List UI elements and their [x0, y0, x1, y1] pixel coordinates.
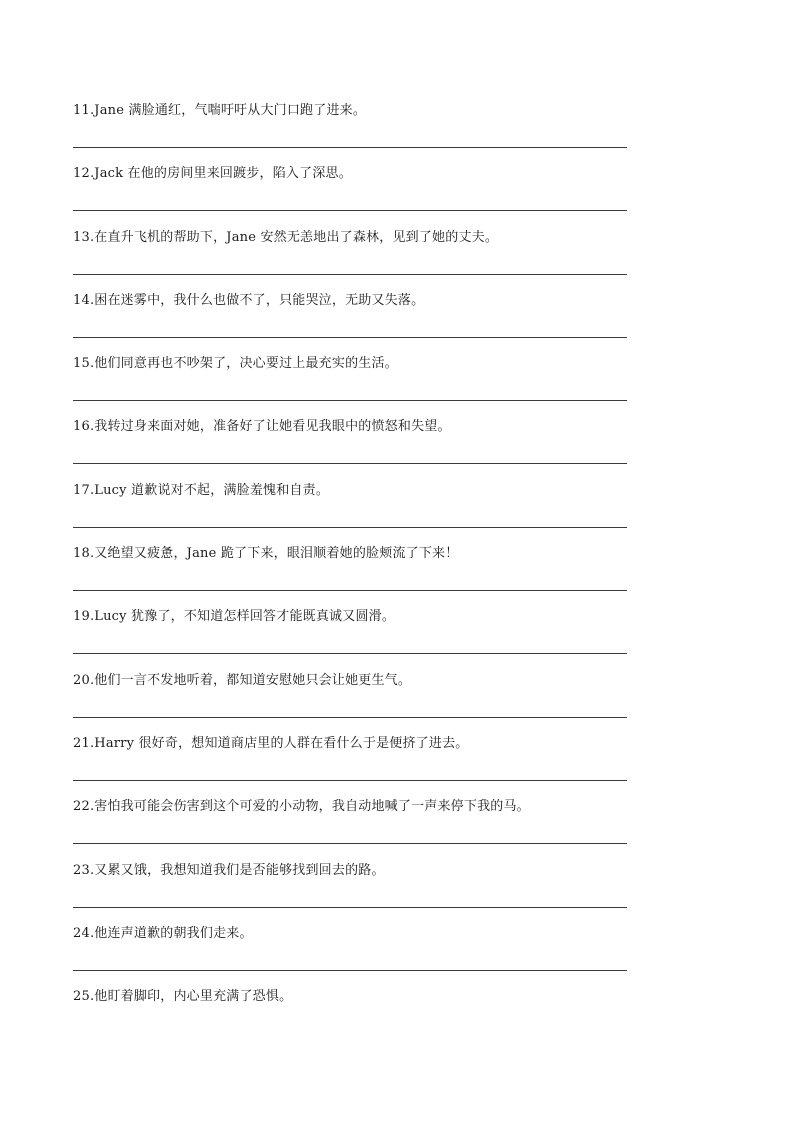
question-sentence: Lucy 道歉说对不起，满脸羞愧和自责。 [94, 482, 330, 498]
question-number: 19. [73, 609, 95, 625]
question-sentence: Lucy 犹豫了，不知道怎样回答才能既真诚又圆滑。 [94, 609, 396, 625]
question-item [73, 607, 627, 670]
question-text [73, 924, 253, 944]
question-sentence: 害怕我可能会伤害到这个可爱的小动物，我自动地喊了一声来停下我的马。 [94, 799, 530, 815]
answer-line[interactable] [73, 780, 627, 781]
question-sentence: 又绝望又疲惫，Jane 跪了下来，眼泪顺着她的脸颊流了下来！ [94, 546, 459, 562]
question-number: 14. [73, 292, 95, 308]
question-sentence: 他们同意再也不吵架了，决心要过上最充实的生活。 [94, 356, 398, 372]
answer-line[interactable] [73, 147, 627, 148]
question-sentence: 又累又饿，我想知道我们是否能够找到回去的路。 [94, 862, 385, 878]
question-text [73, 164, 352, 184]
answer-line[interactable] [73, 210, 627, 211]
answer-line[interactable] [73, 717, 627, 718]
question-number: 13. [73, 229, 95, 245]
answer-line[interactable] [73, 527, 627, 528]
question-text [73, 607, 395, 627]
question-number: 23. [73, 862, 95, 878]
question-sentence: 我转过身来面对她，准备好了让她看见我眼中的愤怒和失望。 [94, 419, 451, 435]
question-number: 15. [73, 356, 95, 372]
question-number: 17. [73, 482, 95, 498]
question-text [73, 417, 451, 437]
question-number: 21. [73, 735, 95, 751]
question-number: 11. [73, 103, 95, 118]
answer-line[interactable] [73, 337, 627, 338]
question-text [73, 671, 411, 691]
question-number: 12. [73, 166, 95, 182]
question-item [73, 797, 627, 860]
question-text [73, 544, 458, 564]
answer-line[interactable] [73, 653, 627, 654]
question-text [73, 354, 398, 374]
question-sentence: 在直升飞机的帮助下，Jane 安然无恙地出了森林，见到了她的丈夫。 [94, 229, 499, 245]
question-sentence: Harry 很好奇，想知道商店里的人群在看什么于是便挤了进去。 [94, 735, 469, 751]
question-sentence: Jane 满脸通红，气喘吁吁从大门口跑了进来。 [94, 103, 367, 118]
answer-line[interactable] [73, 907, 627, 908]
question-item [73, 291, 627, 354]
question-text [73, 101, 366, 121]
answer-line[interactable] [73, 970, 627, 971]
question-sentence: 困在迷雾中，我什么也做不了，只能哭泣，无助又失落。 [94, 292, 425, 308]
question-item [73, 164, 627, 227]
question-sentence: 他们一言不发地听着，都知道安慰她只会让她更生气。 [94, 672, 412, 688]
question-number: 22. [73, 799, 95, 815]
question-text [73, 861, 385, 881]
question-sentence: 他盯着脚印，内心里充满了恐惧。 [94, 989, 293, 1005]
question-item [73, 101, 627, 164]
question-text [73, 481, 329, 501]
question-number: 18. [73, 546, 95, 562]
question-number: 25. [73, 989, 95, 1005]
question-item [73, 481, 627, 544]
question-item [73, 228, 627, 291]
question-text [73, 734, 468, 754]
question-number: 24. [73, 925, 95, 941]
answer-line[interactable] [73, 400, 627, 401]
question-item [73, 924, 627, 987]
question-text [73, 291, 424, 311]
question-text [73, 228, 498, 248]
question-item [73, 734, 627, 797]
question-item [73, 354, 627, 417]
question-text [73, 797, 530, 817]
question-sentence: Jack 在他的房间里来回踱步，陷入了深思。 [94, 166, 352, 182]
question-number: 16. [73, 419, 95, 435]
answer-line[interactable] [73, 843, 627, 844]
question-item [73, 417, 627, 480]
question-item [73, 861, 627, 924]
answer-line[interactable] [73, 274, 627, 275]
answer-line[interactable] [73, 590, 627, 591]
question-text [73, 987, 292, 1007]
question-sentence: 他连声道歉的朝我们走来。 [94, 925, 253, 941]
question-item [73, 987, 627, 1050]
answer-line[interactable] [73, 463, 627, 464]
question-item [73, 671, 627, 734]
question-list [73, 101, 627, 1050]
question-item [73, 544, 627, 607]
question-number: 20. [73, 672, 95, 688]
